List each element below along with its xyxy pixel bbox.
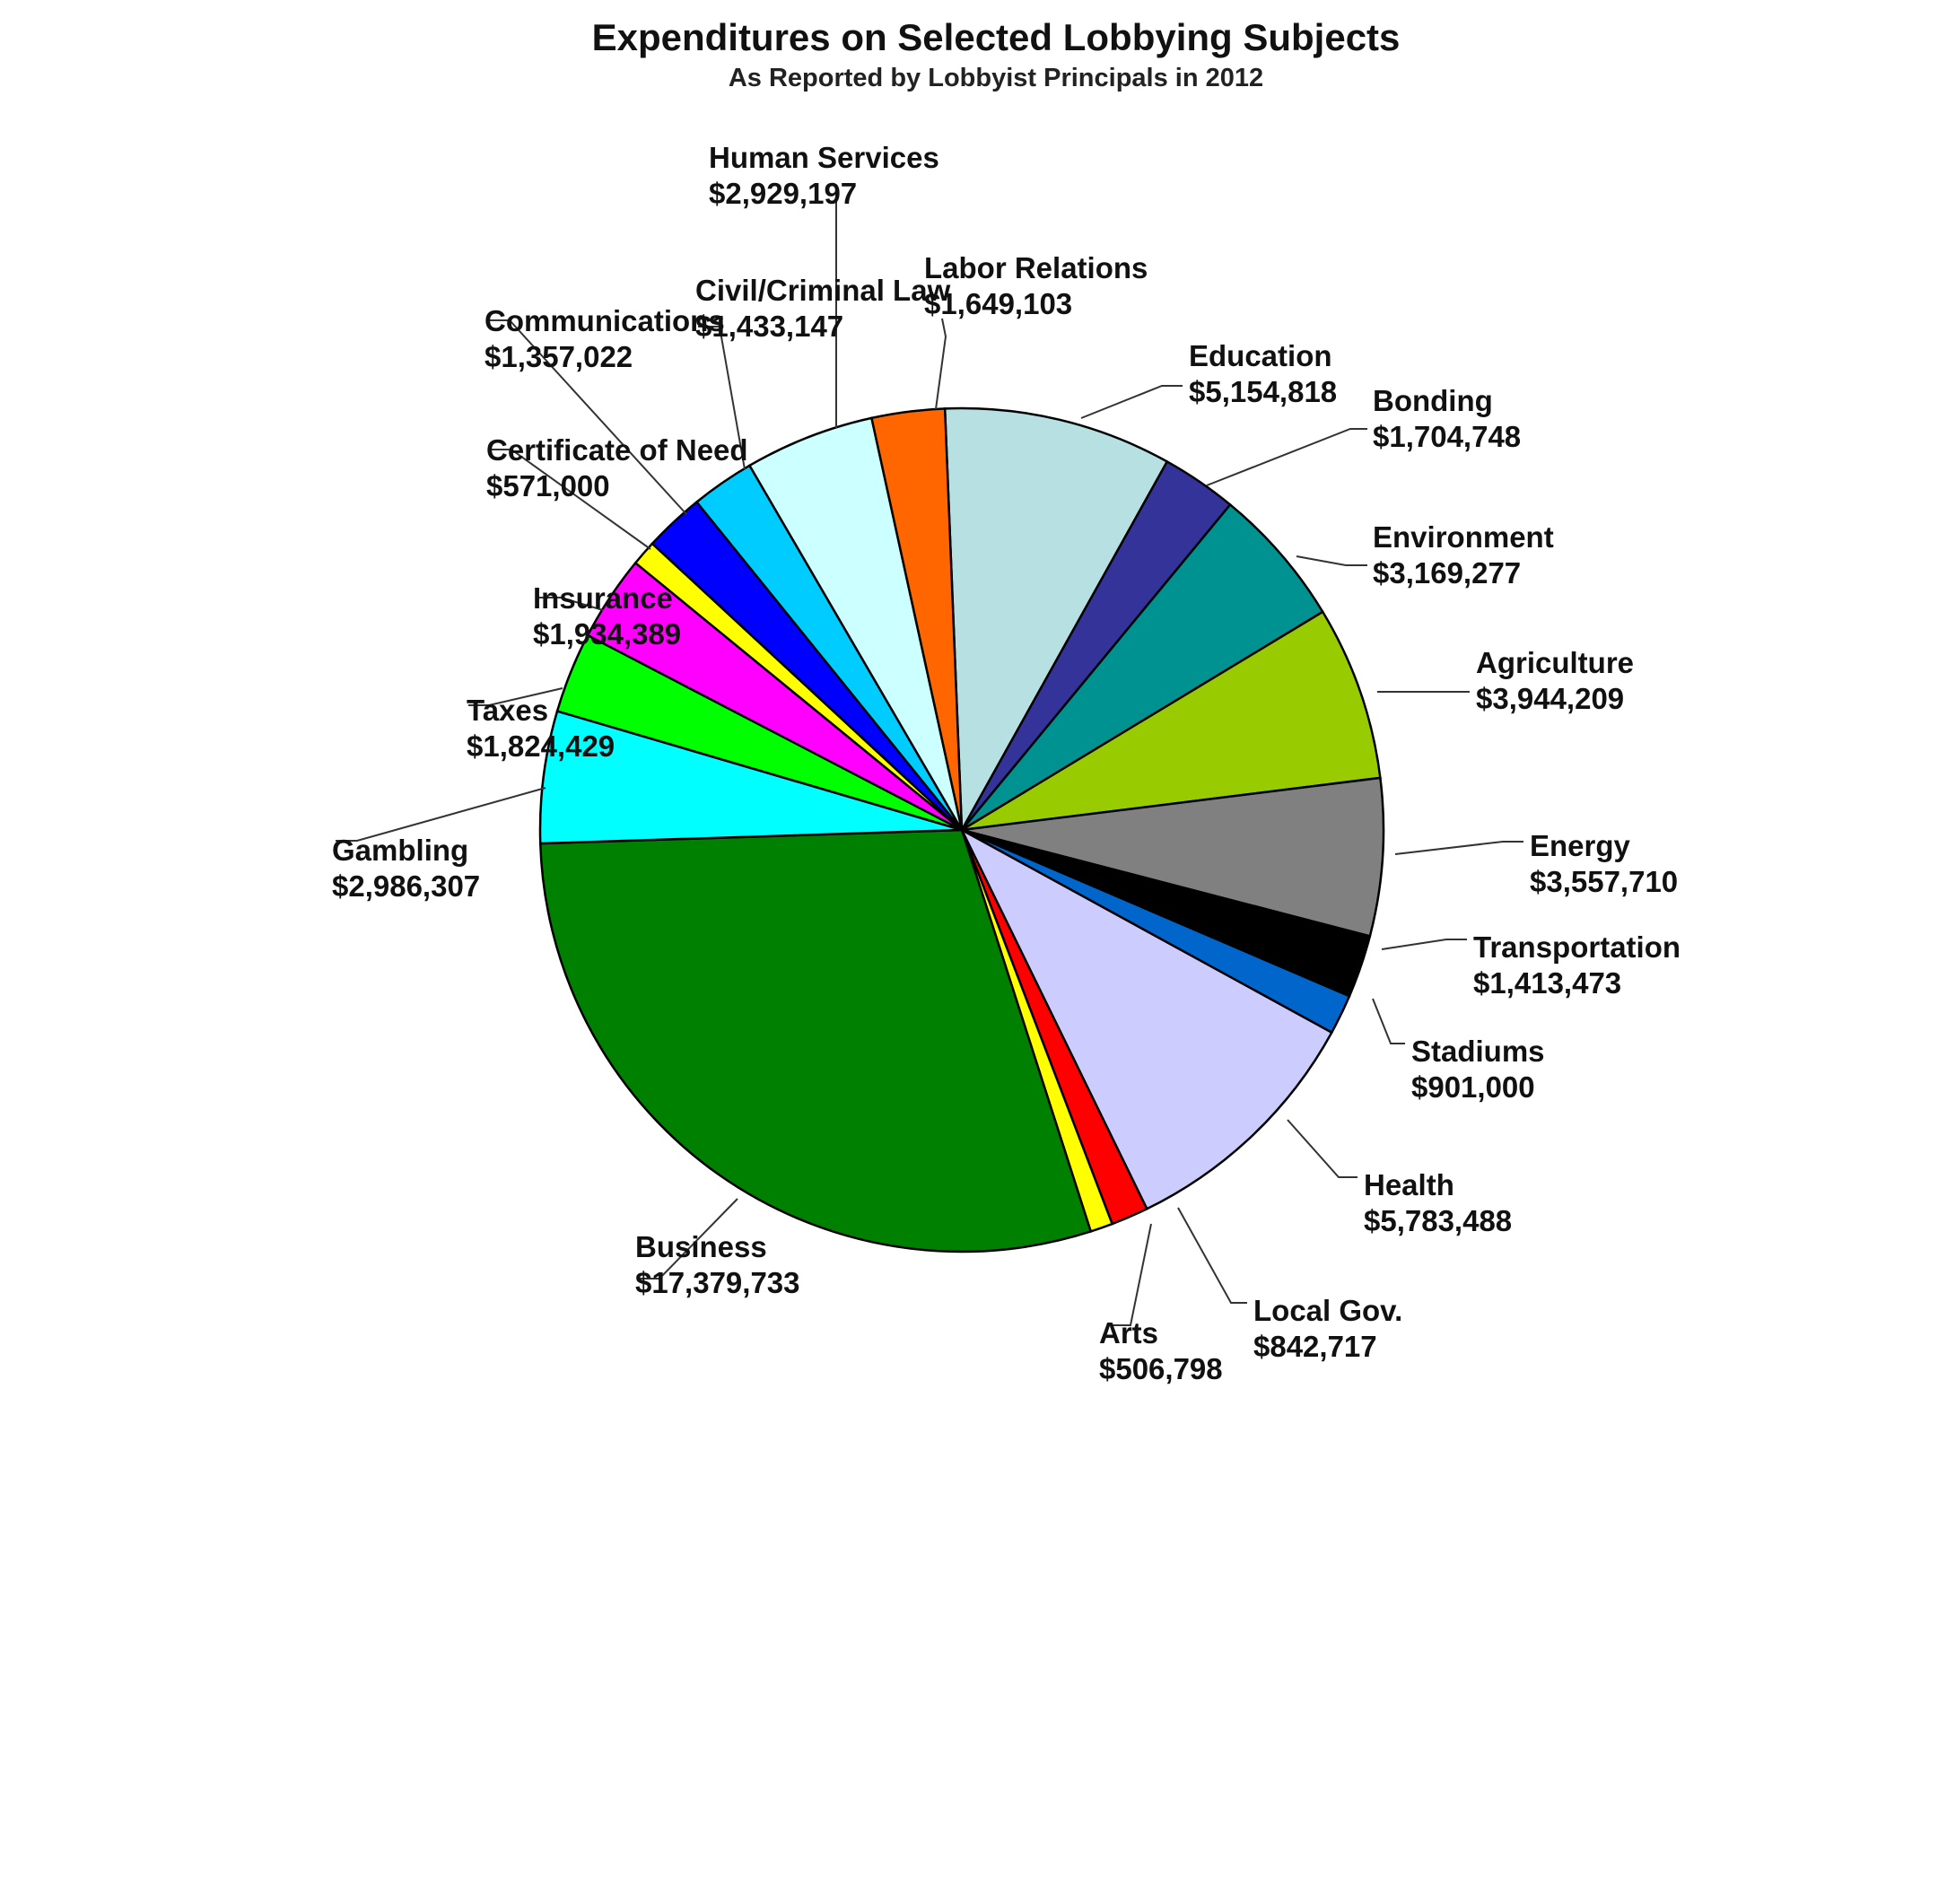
- slice-label-value: $1,413,473: [1473, 966, 1622, 1000]
- leader-line-local-gov: [1178, 1208, 1247, 1303]
- slice-label-name: Bonding: [1373, 384, 1493, 417]
- slice-label-name: Stadiums: [1411, 1035, 1545, 1068]
- slice-label-name: Arts: [1099, 1316, 1159, 1349]
- slice-label-name: Labor Relations: [924, 251, 1148, 284]
- slice-label-labor-relations: [924, 251, 1148, 320]
- slice-label-transportation: [1473, 930, 1680, 1000]
- slice-label-name: Insurance: [533, 581, 673, 615]
- slice-label-agriculture: [1476, 646, 1634, 715]
- chart-title: Expenditures on Selected Lobbying Subjects: [591, 16, 1401, 58]
- slice-label-arts: [1099, 1316, 1223, 1385]
- slice-label-name: Certificate of Need: [486, 433, 748, 467]
- slice-label-name: Energy: [1530, 829, 1630, 862]
- slice-label-value: $3,169,277: [1373, 556, 1522, 590]
- slice-label-value: $506,798: [1099, 1352, 1223, 1385]
- slice-label-name: Communications: [484, 304, 725, 337]
- leader-line-transportation: [1382, 939, 1467, 949]
- leader-line-health: [1288, 1120, 1357, 1177]
- slice-label-name: Business: [635, 1230, 767, 1263]
- slice-label-health: [1364, 1168, 1512, 1237]
- slice-label-value: $1,704,748: [1373, 420, 1522, 453]
- slice-label-name: Environment: [1373, 520, 1554, 554]
- leader-line-labor-relations: [936, 319, 946, 409]
- slice-label-value: $1,357,022: [484, 340, 633, 373]
- slice-label-value: $5,783,488: [1364, 1204, 1513, 1237]
- slice-label-name: Civil/Criminal Law: [695, 274, 951, 307]
- slice-label-energy: [1530, 829, 1678, 898]
- slice-label-value: $1,824,429: [467, 729, 615, 763]
- slice-label-value: $5,154,818: [1189, 375, 1338, 408]
- slice-label-value: $1,433,147: [695, 310, 844, 343]
- slice-label-name: Taxes: [467, 694, 549, 727]
- slice-label-name: Gambling: [332, 834, 469, 867]
- leader-line-arts: [1107, 1224, 1151, 1325]
- slice-label-value: $842,717: [1253, 1330, 1377, 1363]
- slice-label-value: $3,944,209: [1476, 682, 1625, 715]
- leader-line-environment: [1296, 556, 1367, 565]
- slice-label-name: Local Gov.: [1253, 1294, 1403, 1327]
- slice-label-name: Human Services: [709, 141, 939, 174]
- slice-label-name: Health: [1364, 1168, 1454, 1201]
- chart-subtitle: As Reported by Lobbyist Principals in 2012: [728, 64, 1264, 92]
- slice-label-education: [1189, 339, 1337, 408]
- leader-line-stadiums: [1373, 999, 1405, 1044]
- slice-label-name: Transportation: [1473, 930, 1681, 964]
- slice-label-name: Agriculture: [1476, 646, 1635, 679]
- slice-label-communications: [484, 304, 725, 373]
- slice-label-value: $2,986,307: [332, 869, 481, 903]
- leader-line-energy: [1395, 842, 1523, 854]
- slice-label-value: $2,929,197: [709, 177, 858, 210]
- slice-label-value: $571,000: [486, 469, 610, 502]
- slice-label-value: $3,557,710: [1530, 865, 1679, 898]
- slice-label-gambling: [332, 834, 480, 903]
- leader-line-education: [1081, 386, 1183, 418]
- slice-label-value: $1,934,389: [533, 617, 682, 651]
- slice-label-local-gov: [1253, 1294, 1402, 1363]
- slice-label-human-services: [709, 141, 939, 210]
- slice-label-name: Education: [1189, 339, 1332, 372]
- slice-label-stadiums: [1411, 1035, 1545, 1104]
- slice-label-value: $17,379,733: [635, 1266, 800, 1299]
- slice-label-bonding: [1373, 384, 1521, 453]
- leader-line-bonding: [1207, 429, 1367, 485]
- slice-label-environment: [1373, 520, 1554, 590]
- slice-label-civil-criminal-law: [695, 274, 951, 343]
- slice-label-value: $1,649,103: [924, 287, 1073, 320]
- slice-label-business: [635, 1230, 800, 1299]
- slice-label-value: $901,000: [1411, 1070, 1535, 1104]
